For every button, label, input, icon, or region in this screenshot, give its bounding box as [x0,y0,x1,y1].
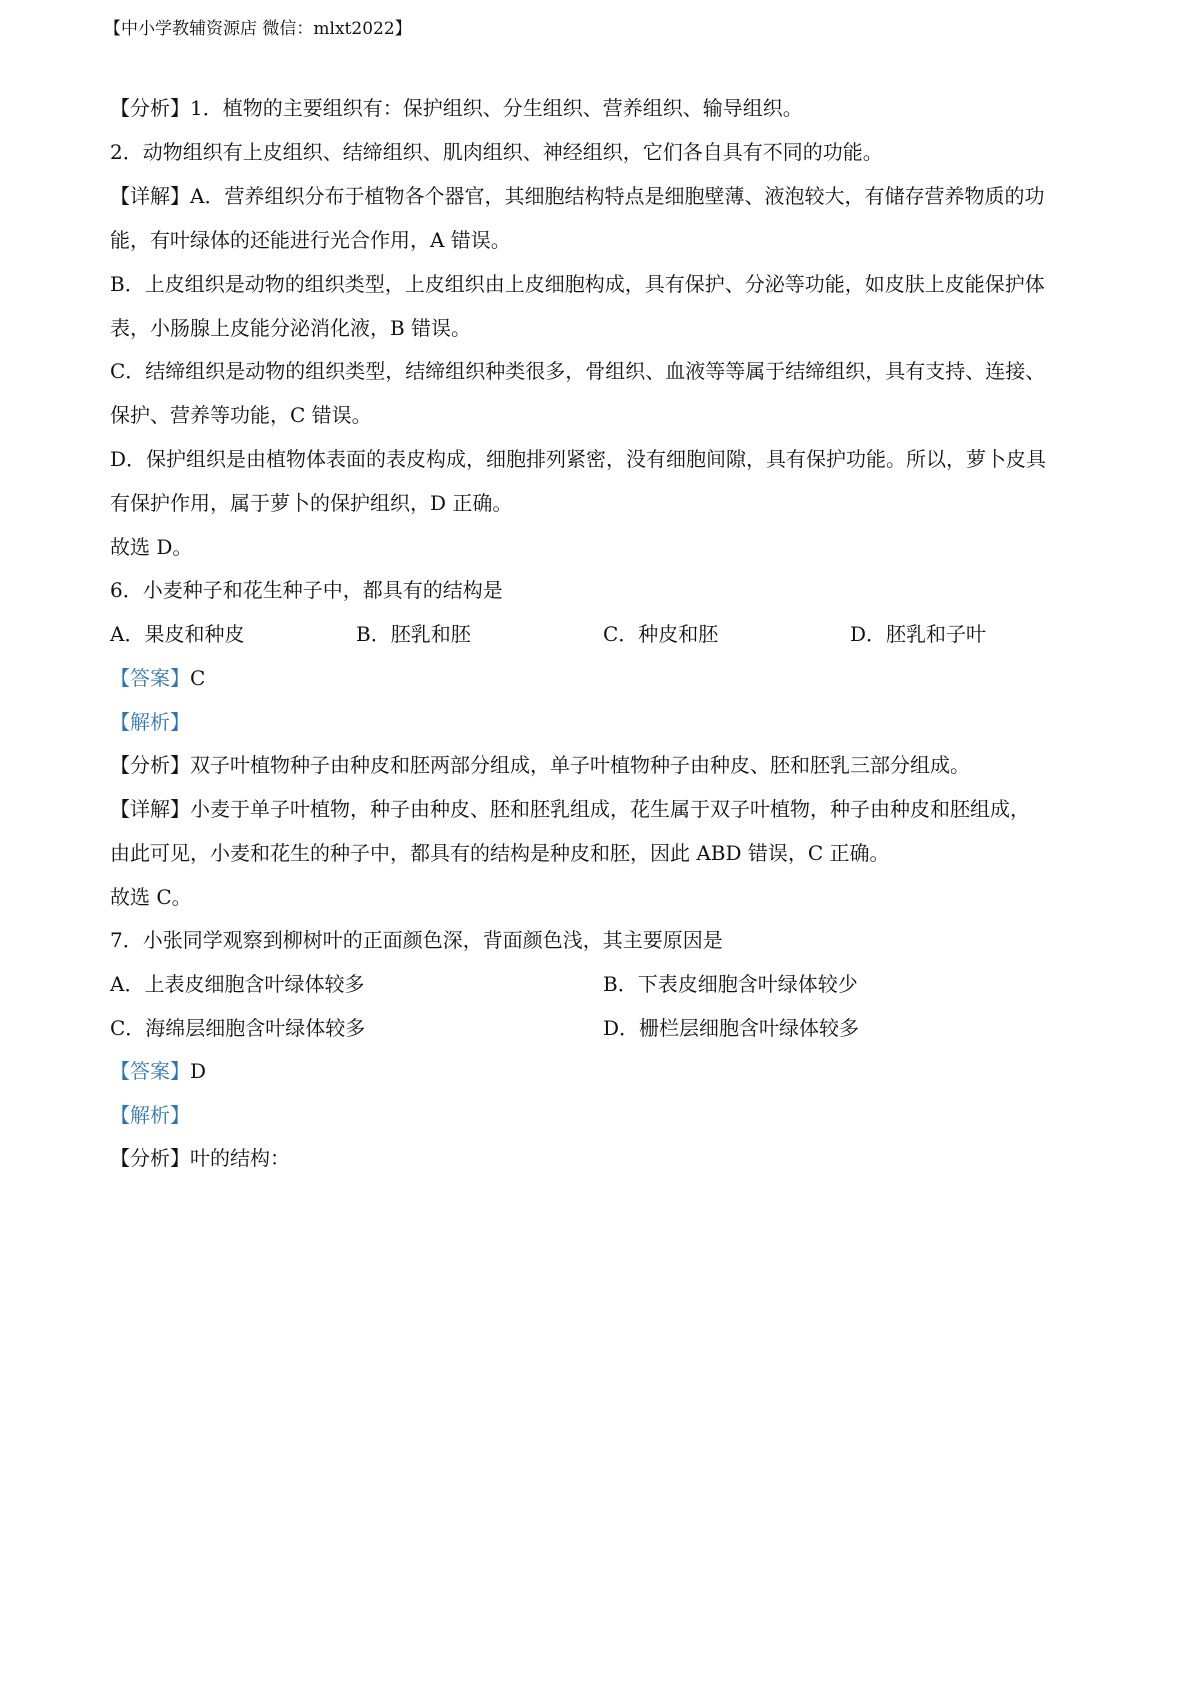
q5-choose: 故选 D。 [110,535,193,559]
q5-analysis-line-2: 2．动物组织有上皮组织、结缔组织、肌肉组织、神经组织，它们各自具有不同的功能。 [110,140,883,164]
q7-explain-label: 【解析】 [110,1103,190,1127]
page-header-watermark: 【中小学教辅资源店 微信：mlxt2022】 [104,19,412,39]
q5-detail-a-line-2: 能，有叶绿体的还能进行光合作用，A 错误。 [110,228,511,252]
q5-detail-c-line-2: 保护、营养等功能，C 错误。 [110,403,372,427]
q7-option-d: D．栅栏层细胞含叶绿体较多 [603,1016,860,1040]
q7-answer-label: 【答案】 [110,1059,190,1083]
q5-analysis-line-1: 【分析】1．植物的主要组织有：保护组织、分生组织、营养组织、输导组织。 [110,96,803,120]
q6-choose: 故选 C。 [110,885,192,909]
q5-detail-c-line-1: C．结缔组织是动物的组织类型，结缔组织种类很多，骨组织、血液等等属于结缔组织，具有支持、连接、 [110,359,1046,383]
q5-detail-d-line-1: D．保护组织是由植物体表面的表皮构成，细胞排列紧密，没有细胞间隙，具有保护功能。所以，萝卜皮具 [110,447,1047,471]
q6-option-a: A．果皮和种皮 [110,622,245,646]
q6-analysis: 【分析】双子叶植物种子由种皮和胚两部分组成，单子叶植物种子由种皮、胚和胚乳三部分组成。 [110,753,970,777]
q6-answer [110,664,205,692]
q6-option-c: C．种皮和胚 [603,622,719,646]
q7-option-c: C．海绵层细胞含叶绿体较多 [110,1016,366,1040]
q6-answer-label: 【答案】 [110,666,190,690]
q7-answer-value: D [190,1059,207,1083]
q7-analysis: 【分析】叶的结构： [110,1146,290,1170]
q7-stem: 7．小张同学观察到柳树叶的正面颜色深，背面颜色浅，其主要原因是 [110,928,723,952]
q6-answer-value: C [190,666,206,690]
q5-detail-b-line-2: 表，小肠腺上皮能分泌消化液，B 错误。 [110,316,472,340]
q5-detail-b-line-1: B．上皮组织是动物的组织类型，上皮组织由上皮细胞构成，具有保护、分泌等功能，如皮肤上皮能保护体 [110,272,1045,296]
q7-option-b: B．下表皮细胞含叶绿体较少 [603,972,858,996]
q6-option-b: B．胚乳和胚 [356,622,471,646]
q6-detail-line-1: 【详解】小麦于单子叶植物，种子由种皮、胚和胚乳组成，花生属于双子叶植物，种子由种皮和胚组成， [110,797,1030,821]
q7-option-a: A．上表皮细胞含叶绿体较多 [110,972,365,996]
q5-detail-d-line-2: 有保护作用，属于萝卜的保护组织，D 正确。 [110,491,513,515]
q5-detail-a-line-1: 【详解】A．营养组织分布于植物各个器官，其细胞结构特点是细胞壁薄、液泡较大，有储存营养物质的功 [110,184,1045,208]
q7-answer [110,1057,206,1085]
q6-option-d: D．胚乳和子叶 [850,622,987,646]
q6-stem: 6．小麦种子和花生种子中，都具有的结构是 [110,578,503,602]
q6-detail-line-2: 由此可见，小麦和花生的种子中，都具有的结构是种皮和胚，因此 ABD 错误，C 正确。 [110,841,890,865]
q6-explain-label: 【解析】 [110,710,190,734]
